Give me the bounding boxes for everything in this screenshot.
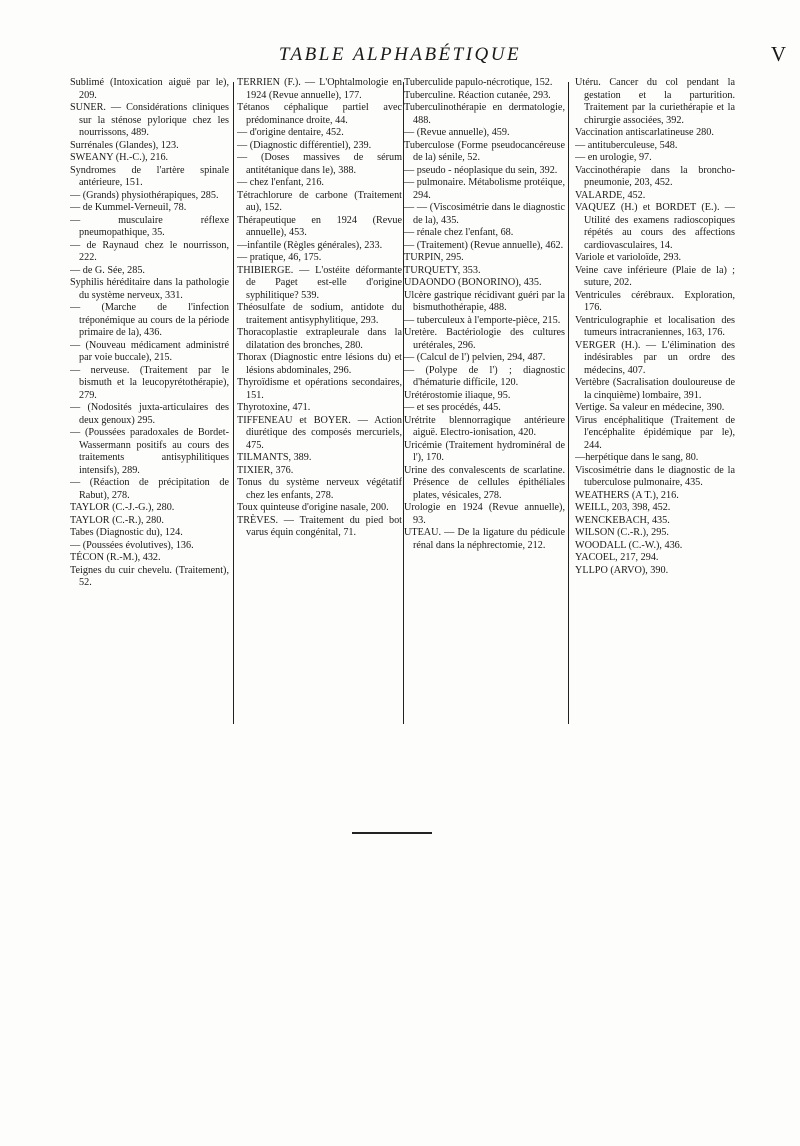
index-entry: TÉCON (R.-M.), 432. <box>70 552 161 563</box>
index-entry: — (Réaction de précipitation de Rabut), 278. <box>70 477 229 501</box>
index-entry: — tuberculeux à l'emporte-pièce, 215. <box>404 314 561 326</box>
page-number: V <box>770 42 786 66</box>
index-entry: — de Kummel-Verneuil, 78. <box>70 202 187 213</box>
index-entry: —infantile (Règles générales), 233. <box>237 239 383 251</box>
index-entry: — (Calcul de l') pelvien, 294, 487. <box>404 352 546 363</box>
index-entry: Viscosimétrie dans le diagnostic de la tuberculose pulmonaire, 435. <box>575 464 735 488</box>
index-entry: VAQUEZ (H.) et BORDET (E.). — Utilité des examens radioscopiques répétés au cours des affections cardiovasculaires, 14. <box>575 202 735 251</box>
index-entry: — musculaire réflexe pneumopathique, 35. <box>70 214 229 238</box>
index-entry: TIXIER, 376. <box>237 464 294 476</box>
index-column-3 <box>404 77 565 727</box>
index-entry: VERGER (H.). — L'élimination des indésirables par un ordre des médecins, 407. <box>575 339 735 376</box>
index-entry: TAYLOR (C.-R.), 280. <box>70 514 164 526</box>
index-column-1 <box>70 77 229 727</box>
page-title: TABLE ALPHABÉTIQUE <box>278 44 522 65</box>
index-entry: — (Polype de l') ; diagnostic d'hématurie difficile, 120. <box>404 364 565 388</box>
index-entry: — (Nouveau médicament administré par voie buccale), 215. <box>70 339 229 363</box>
index-entry: — (Nodosités juxta-articulaires des deux genoux) 295. <box>70 402 229 426</box>
index-entry: Uretère. Bactériologie des cultures urétérales, 296. <box>404 327 565 351</box>
index-entry: — en urologie, 97. <box>575 152 652 163</box>
index-entry: — d'origine dentaire, 452. <box>237 127 344 138</box>
index-entry: VALARDE, 452. <box>575 189 646 201</box>
index-entry: Variole et varioloïde, 293. <box>575 252 682 263</box>
index-entry: — (Revue annuelle), 459. <box>404 127 510 138</box>
page-header <box>0 40 800 70</box>
index-entry: — (Grands) physiothérapiques, 285. <box>70 189 219 201</box>
index-entry: Utéru. Cancer du col pendant la gestation et la parturition. Traitement par la curiethérapie et la chirurgie associées, 392. <box>575 77 735 126</box>
index-entry: — chez l'enfant, 216. <box>237 177 324 188</box>
index-entry: — (Doses massives de sérum antitétanique dans le), 388. <box>237 152 402 176</box>
index-entry: Toux quinteuse d'origine nasale, 200. <box>237 502 389 513</box>
index-entry: UTEAU. — De la ligature du pédicule rénal dans la néphrectomie, 212. <box>404 527 565 551</box>
index-entry: TAYLOR (C.-J.-G.), 280. <box>70 502 175 513</box>
index-entry: YLLPO (ARVO), 390. <box>575 564 669 576</box>
index-entry: Ventricules cérébraux. Exploration, 176. <box>575 289 735 313</box>
index-entry: — (Marche de l'infection tréponémique au cours de la période primaire de la), 436. <box>70 302 229 338</box>
index-entry: Ventriculographie et localisation des tumeurs intracraniennes, 163, 176. <box>575 314 735 338</box>
index-entry: Urétérostomie iliaque, 95. <box>404 389 511 401</box>
index-entry: Thoracoplastie extrapleurale dans la dilatation des bronches, 280. <box>237 327 402 351</box>
index-entry: Thyrotoxine, 471. <box>237 402 311 413</box>
index-entry: Théosulfate de sodium, antidote du traitement antisyphylitique, 293. <box>237 302 402 326</box>
index-column-4 <box>575 77 735 727</box>
index-entry: Tétanos céphalique partiel avec prédominance droite, 44. <box>237 102 402 126</box>
index-entry: WILSON (C.-R.), 295. <box>575 527 669 538</box>
index-entry: TERRIEN (F.). — L'Ophtalmologie en 1924 (Revue annuelle), 177. <box>237 77 402 101</box>
index-entry: Tuberculine. Réaction cutanée, 293. <box>404 89 551 101</box>
index-entry: Tuberculinothérapie en dermatologie, 488. <box>404 102 565 126</box>
index-entry: TILMANTS, 389. <box>237 452 312 463</box>
index-entry: Thorax (Diagnostic entre lésions du) et lésions abdominales, 296. <box>237 352 402 376</box>
index-entry: — et ses procédés, 445. <box>404 402 501 413</box>
index-entry: Thérapeutique en 1924 (Revue annuelle), 453. <box>237 214 402 238</box>
index-entry: WENCKEBACH, 435. <box>575 514 670 526</box>
index-entry: Tabes (Diagnostic du), 124. <box>70 527 183 538</box>
index-entry: — rénale chez l'enfant, 68. <box>404 227 514 238</box>
index-entry: Syphilis héréditaire dans la pathologie du système nerveux, 331. <box>70 277 229 301</box>
index-entry: Tuberculide papulo-nécrotique, 152. <box>404 77 553 88</box>
index-entry: Tonus du système nerveux végétatif chez les enfants, 278. <box>237 477 402 501</box>
index-entry: Teignes du cuir chevelu. (Traitement), 52. <box>70 564 229 588</box>
index-entry: SUNER. — Considérations cliniques sur la sténose pylorique chez les nourrissons, 489. <box>70 102 229 138</box>
index-entry: —herpétique dans le sang, 80. <box>575 452 699 463</box>
index-entry: TIFFENEAU et BOYER. — Action diurétique des composés mercuriels, 475. <box>237 414 402 451</box>
index-entry: — pulmonaire. Métabolisme protéique, 294. <box>404 177 565 201</box>
end-rule <box>352 832 432 834</box>
index-entry: WEILL, 203, 398, 452. <box>575 502 671 513</box>
index-entry: Syndromes de l'artère spinale antérieure, 151. <box>70 164 229 188</box>
index-entry: — antituberculeuse, 548. <box>575 139 678 151</box>
index-entry: Urétrite blennorragique antérieure aiguë. Electro-ionisation, 420. <box>404 414 565 438</box>
index-entry: Sublimé (Intoxication aiguë par le), 209. <box>70 77 229 101</box>
index-entry: Vertige. Sa valeur en médecine, 390. <box>575 402 725 413</box>
index-entry: TURPIN, 295. <box>404 252 464 263</box>
index-entry: Urine des convalescents de scarlatine. Présence de cellules épithéliales plates, vésicales, 278. <box>404 464 565 501</box>
index-entry: Tétrachlorure de carbone (Traitement au), 152. <box>237 189 402 213</box>
index-entry: Thyroïdisme et opérations secondaires, 151. <box>237 377 402 401</box>
index-entry: — nerveuse. (Traitement par le bismuth et la leucopyrétothérapie), 279. <box>70 364 229 401</box>
index-entry: — de Raynaud chez le nourrisson, 222. <box>70 239 229 263</box>
index-entry: Vaccinothérapie dans la broncho-pneumonie, 203, 452. <box>575 164 735 188</box>
index-entry: Surrénales (Glandes), 123. <box>70 139 179 151</box>
index-entry: — de G. Sée, 285. <box>70 264 145 276</box>
index-entry: — pseudo - néoplasique du sein, 392. <box>404 164 558 176</box>
index-column-2 <box>237 77 402 727</box>
index-entry: TURQUETY, 353. <box>404 264 481 276</box>
index-entry: Vaccination antiscarlatineuse 280. <box>575 127 714 138</box>
index-entry: Tuberculose (Forme pseudocancéreuse de la) sénile, 52. <box>404 139 565 163</box>
index-entry: — (Diagnostic différentiel), 239. <box>237 139 372 151</box>
index-entry: THIBIERGE. — L'ostéite déformante de Paget est-elle d'origine syphilitique? 539. <box>237 264 402 301</box>
index-entry: — — (Viscosimétrie dans le diagnostic de la), 435. <box>404 202 565 226</box>
index-entry: — (Poussées paradoxales de Bordet-Wassermann positifs au cours des traitements antisyphilitiques intensifs), 289. <box>70 427 229 476</box>
index-columns <box>0 77 800 727</box>
index-entry: UDAONDO (BONORINO), 435. <box>404 277 542 288</box>
index-entry: YACOEL, 217, 294. <box>575 552 659 563</box>
index-entry: — pratique, 46, 175. <box>237 252 322 263</box>
index-entry: — (Traitement) (Revue annuelle), 462. <box>404 239 564 251</box>
index-entry: Ulcère gastrique récidivant guéri par la bismuthothérapie, 488. <box>404 289 565 313</box>
index-entry: Urologie en 1924 (Revue annuelle), 93. <box>404 502 565 526</box>
index-entry: WEATHERS (A T.), 216. <box>575 489 679 501</box>
index-entry: TRÈVES. — Traitement du pied bot varus équin congénital, 71. <box>237 514 402 538</box>
index-entry: Vertèbre (Sacralisation douloureuse de la cinquième) lombaire, 391. <box>575 377 735 401</box>
index-entry: Virus encéphalitique (Traitement de l'encéphalite épidémique par le), 244. <box>575 414 735 451</box>
index-entry: Uricémie (Traitement hydrominéral de l'), 170. <box>404 439 565 463</box>
index-entry: — (Poussées évolutives), 136. <box>70 539 194 551</box>
index-entry: WOODALL (C.-W.), 436. <box>575 539 683 551</box>
index-entry: Veine cave inférieure (Plaie de la) ; suture, 202. <box>575 264 735 288</box>
index-entry: SWEANY (H.-C.), 216. <box>70 152 169 163</box>
